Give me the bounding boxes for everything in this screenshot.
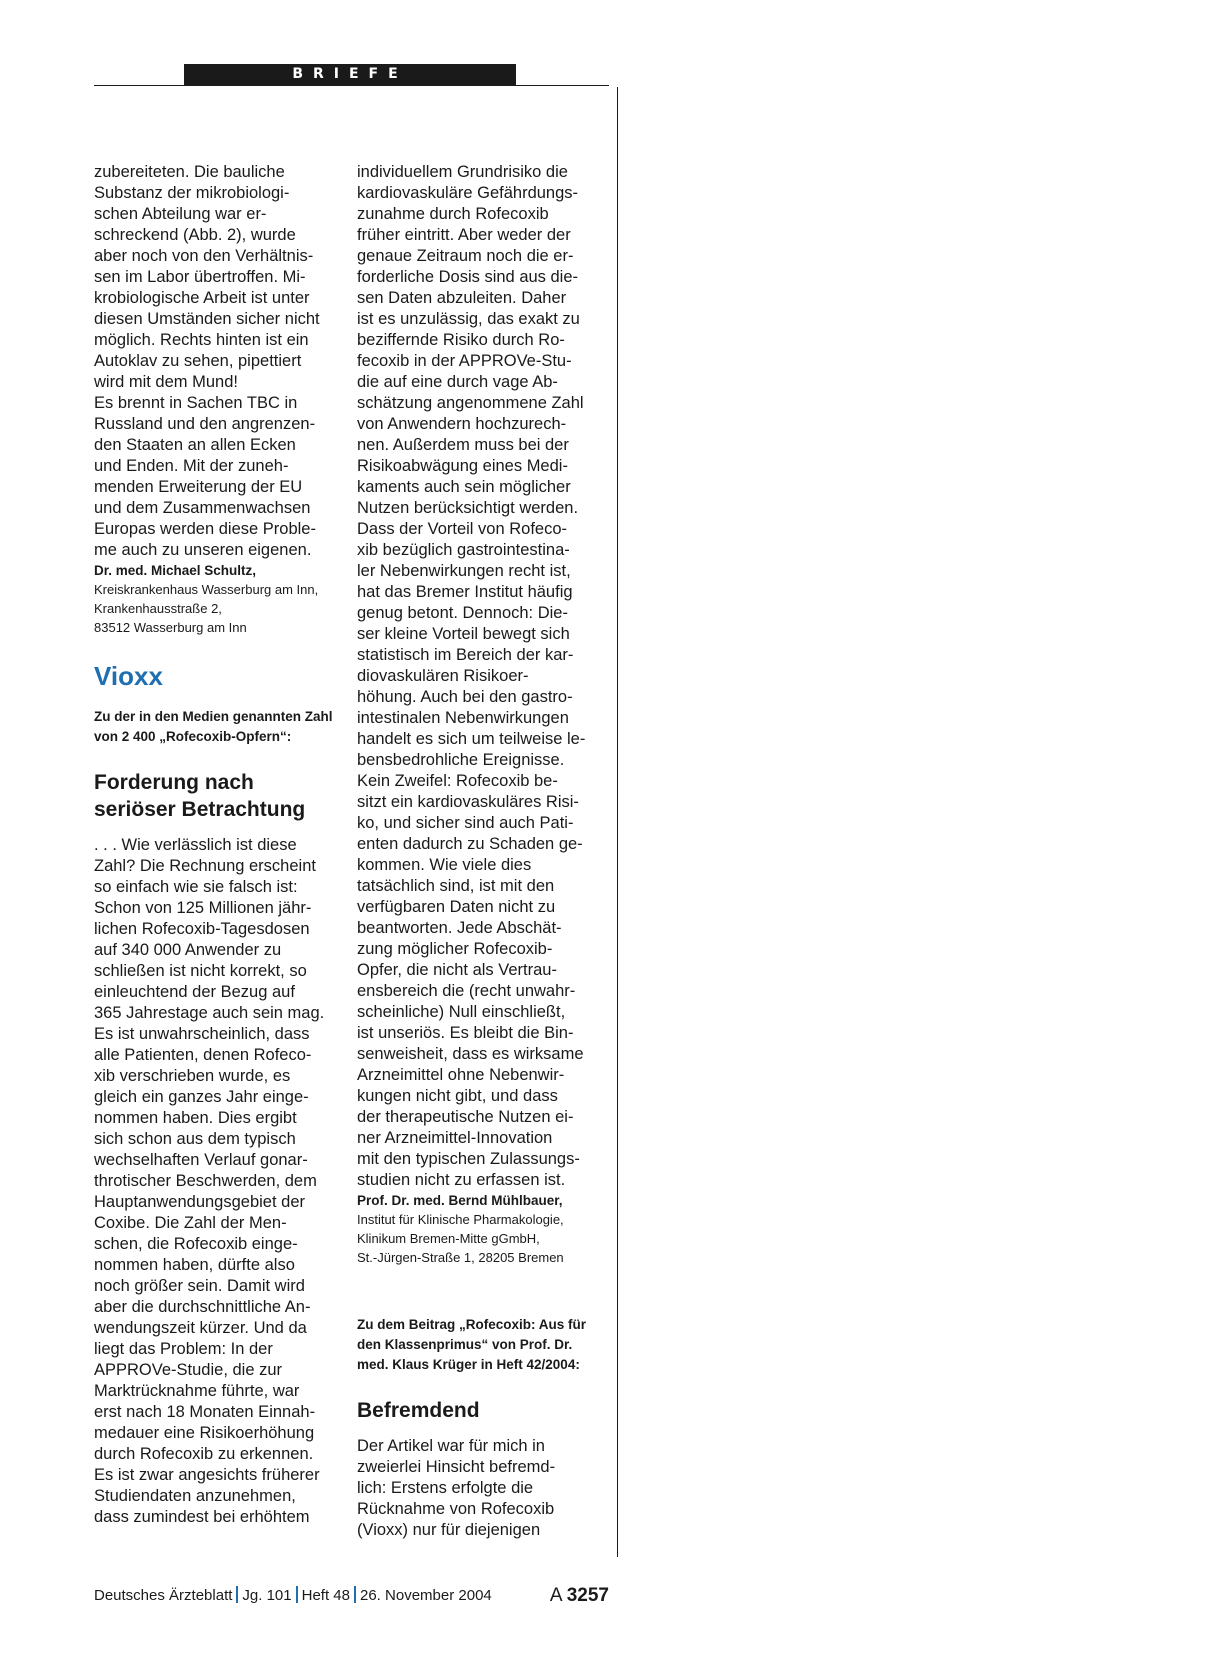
text-line: einleuchtend der Bezug auf (94, 983, 295, 1001)
text-line: fecoxib in der APPROVe-Stu- (357, 352, 572, 370)
text-line: forderliche Dosis sind aus die- (357, 268, 579, 286)
text-line: zunahme durch Rofecoxib (357, 205, 549, 223)
text-line: kardiovaskuläre Gefährdungs- (357, 184, 579, 202)
text-line: früher eintritt. Aber weder der (357, 226, 571, 244)
text-line: Dass der Vorteil von Rofeco- (357, 520, 568, 538)
header-rule (94, 85, 609, 86)
text-line: krobiologische Arbeit ist unter (94, 289, 310, 307)
text-line: lich: Erstens erfolgte die (357, 1479, 534, 1497)
text-line: beziffernde Risiko durch Ro- (357, 331, 565, 349)
intro-line: den Klassenprimus“ von Prof. Dr. (357, 1337, 573, 1352)
text-line: 365 Jahrestage auch sein mag. (94, 1004, 325, 1022)
text-line: ensbereich die (recht unwahr- (357, 982, 576, 1000)
journal-name: Deutsches Ärzteblatt (94, 1587, 233, 1604)
text-line: bensbedrohliche Ereignisse. (357, 751, 565, 769)
text-line: nen. Außerdem muss bei der (357, 436, 569, 454)
text-line: Hauptanwendungsgebiet der (94, 1193, 305, 1211)
text-line: Schon von 125 Millionen jähr- (94, 899, 312, 917)
text-line: Autoklav zu sehen, pipettiert (94, 352, 302, 370)
text-line: liegt das Problem: In der (94, 1340, 273, 1358)
intro-line: Zu der in den Medien genannten Zahl (94, 709, 333, 724)
signature-name: Dr. med. Michael Schultz, (94, 563, 257, 578)
text-line: Nutzen berücksichtigt werden. (357, 499, 579, 517)
text-line: handelt es sich um teilweise le- (357, 730, 586, 748)
text-line: genaue Zeitraum noch die er- (357, 247, 574, 265)
text-line: menden Erweiterung der EU (94, 478, 303, 496)
text-line: beantworten. Jede Abschät- (357, 919, 562, 937)
text-line: zubereiteten. Die bauliche (94, 163, 285, 181)
text-line: APPROVe-Studie, die zur (94, 1361, 283, 1379)
text-line: und Enden. Mit der zuneh- (94, 457, 289, 475)
journal-date: 26. November 2004 (360, 1587, 492, 1604)
text-line: ler Nebenwirkungen recht ist, (357, 562, 571, 580)
headline-line: seriöser Betrachtung (94, 798, 306, 821)
text-line: Marktrücknahme führte, war (94, 1382, 300, 1400)
text-line: genug betont. Dennoch: Die- (357, 604, 568, 622)
text-line: von Anwendern hochzurech- (357, 415, 567, 433)
page-footer (94, 1584, 609, 1608)
text-line: sitzt ein kardiovaskuläres Risi- (357, 793, 579, 811)
text-line: xib verschrieben wurde, es (94, 1067, 291, 1085)
text-line: möglich. Rechts hinten ist ein (94, 331, 309, 349)
journal-issue: Heft 48 (301, 1587, 350, 1604)
text-line: me auch zu unseren eigenen. (94, 541, 312, 559)
text-line: medauer eine Risikoerhöhung (94, 1424, 315, 1442)
text-line: alle Patienten, denen Rofeco- (94, 1046, 312, 1064)
text-line: Arzneimittel ohne Nebenwir- (357, 1066, 565, 1084)
intro-line: Zu dem Beitrag „Rofecoxib: Aus für (357, 1317, 587, 1332)
signature-address (94, 580, 350, 637)
text-line: Kein Zweifel: Rofecoxib be- (357, 772, 558, 790)
text-line: die auf eine durch vage Ab- (357, 373, 558, 391)
footer-separator (354, 1586, 356, 1603)
text-line: tatsächlich sind, ist mit den (357, 877, 555, 895)
text-line: noch größer sein. Damit wird (94, 1277, 305, 1295)
text-line: aber noch von den Verhältnis- (94, 247, 314, 265)
text-line: diovaskulären Risikoer- (357, 667, 529, 685)
intro-line: med. Klaus Krüger in Heft 42/2004: (357, 1357, 580, 1372)
letter-headline: Befremdend (357, 1399, 480, 1422)
text-line: erst nach 18 Monaten Einnah- (94, 1403, 316, 1421)
text-line: dass zumindest bei erhöhtem (94, 1508, 310, 1526)
text-line: ko, und sicher sind auch Pati- (357, 814, 574, 832)
section-title: Vioxx (94, 661, 163, 691)
text-line: ist es unzulässig, das exakt zu (357, 310, 580, 328)
text-line: aber die durchschnittliche An- (94, 1298, 311, 1316)
letter-headline (94, 769, 350, 823)
text-line: senweisheit, dass es wirksame (357, 1045, 584, 1063)
text-line: mit den typischen Zulassungs- (357, 1150, 580, 1168)
letter-text-block (94, 162, 350, 561)
text-line: Russland und den angrenzen- (94, 415, 316, 433)
text-line: intestinalen Nebenwirkungen (357, 709, 569, 727)
text-line: schen, die Rofecoxib einge- (94, 1235, 298, 1253)
text-line: diesen Umständen sicher nicht (94, 310, 320, 328)
text-line: auf 340 000 Anwender zu (94, 941, 282, 959)
right-column (357, 162, 611, 1541)
text-line: sen Daten abzuleiten. Daher (357, 289, 567, 307)
text-line: ist unseriös. Es bleibt die Bin- (357, 1024, 574, 1042)
text-line: Coxibe. Die Zahl der Men- (94, 1214, 287, 1232)
text-line: Rücknahme von Rofecoxib (357, 1500, 555, 1518)
text-line: den Staaten an allen Ecken (94, 436, 296, 454)
text-line: xib bezüglich gastrointestina- (357, 541, 570, 559)
journal-volume: Jg. 101 (242, 1587, 292, 1604)
text-line: throtischer Beschwerden, dem (94, 1172, 317, 1190)
footer-separator (296, 1586, 298, 1603)
signature-line: 83512 Wasserburg am Inn (94, 620, 247, 635)
text-line: Risikoabwägung eines Medi- (357, 457, 568, 475)
text-line: schätzung angenommene Zahl (357, 394, 584, 412)
text-line: höhung. Auch bei den gastro- (357, 688, 573, 706)
text-line: kaments auch sein möglicher (357, 478, 571, 496)
text-line: Europas werden diese Proble- (94, 520, 316, 538)
footer-separator (236, 1586, 238, 1603)
text-line: Es ist unwahrscheinlich, dass (94, 1025, 310, 1043)
text-line: durch Rofecoxib zu erkennen. (94, 1445, 314, 1463)
text-line: Substanz der mikrobiologi- (94, 184, 290, 202)
text-line: so einfach wie sie falsch ist: (94, 878, 298, 896)
text-line: wird mit dem Mund! (94, 373, 238, 391)
text-line: Der Artikel war für mich in (357, 1437, 545, 1455)
text-line: und dem Zusammenwachsen (94, 499, 311, 517)
text-line: schließen ist nicht korrekt, so (94, 962, 307, 980)
text-line: ner Arzneimittel-Innovation (357, 1129, 553, 1147)
letter-intro (94, 707, 350, 747)
signature-name: Prof. Dr. med. Bernd Mühlbauer, (357, 1193, 563, 1208)
left-column (94, 162, 350, 1528)
text-line: sich schon aus dem typisch (94, 1130, 296, 1148)
text-line: . . . Wie verlässlich ist diese (94, 836, 297, 854)
text-line: hat das Bremer Institut häufig (357, 583, 573, 601)
text-line: gleich ein ganzes Jahr einge- (94, 1088, 309, 1106)
text-line: wendungszeit kürzer. Und da (94, 1319, 307, 1337)
text-line: Zahl? Die Rechnung erscheint (94, 857, 316, 875)
text-line: nommen haben, dürfte also (94, 1256, 295, 1274)
text-line: wechselhaften Verlauf gonar- (94, 1151, 308, 1169)
page-prefix: A (549, 1585, 562, 1606)
letter-text-block (357, 1436, 611, 1541)
signature-line: Krankenhausstraße 2, (94, 601, 222, 616)
text-line: zung möglicher Rofecoxib- (357, 940, 553, 958)
text-line: verfügbaren Daten nicht zu (357, 898, 556, 916)
page-number-value: 3257 (566, 1585, 609, 1606)
text-line: kommen. Wie viele dies (357, 856, 532, 874)
text-line: Studiendaten anzunehmen, (94, 1487, 296, 1505)
signature-address (357, 1210, 611, 1267)
signature-line: Institut für Klinische Pharmakologie, (357, 1212, 564, 1227)
text-line: nommen haben. Dies ergibt (94, 1109, 297, 1127)
text-line: ser kleine Vorteil bewegt sich (357, 625, 570, 643)
text-line: enten dadurch zu Schaden ge- (357, 835, 583, 853)
text-line: (Vioxx) nur für diejenigen (357, 1521, 541, 1539)
text-line: statistisch im Bereich der kar- (357, 646, 574, 664)
text-line: individuellem Grundrisiko die (357, 163, 568, 181)
signature-line: Klinikum Bremen-Mitte gGmbH, (357, 1231, 540, 1246)
section-header-label: BRIEFE (292, 66, 408, 82)
text-line: zweierlei Hinsicht befremd- (357, 1458, 556, 1476)
section-header (184, 64, 516, 85)
letter-text-block (357, 162, 611, 1191)
text-line: kungen nicht gibt, und dass (357, 1087, 558, 1105)
text-line: Opfer, die nicht als Vertrau- (357, 961, 557, 979)
letter-text-block (94, 835, 350, 1528)
text-line: der therapeutische Nutzen ei- (357, 1108, 574, 1126)
signature-line: Kreiskrankenhaus Wasserburg am Inn, (94, 582, 319, 597)
text-line: studien nicht zu erfassen ist. (357, 1171, 566, 1189)
text-line: lichen Rofecoxib-Tagesdosen (94, 920, 310, 938)
page-number (550, 1584, 609, 1608)
text-line: schen Abteilung war er- (94, 205, 267, 223)
intro-line: von 2 400 „Rofecoxib-Opfern“: (94, 729, 292, 744)
text-line: schreckend (Abb. 2), wurde (94, 226, 296, 244)
column-rule (617, 87, 618, 1557)
headline-line: Forderung nach (94, 771, 254, 794)
text-line: sen im Labor übertroffen. Mi- (94, 268, 306, 286)
text-line: Es brennt in Sachen TBC in (94, 394, 298, 412)
signature-line: St.-Jürgen-Straße 1, 28205 Bremen (357, 1250, 564, 1265)
letter-intro (357, 1315, 611, 1375)
text-line: scheinliche) Null einschließt, (357, 1003, 566, 1021)
text-line: Es ist zwar angesichts früherer (94, 1466, 320, 1484)
